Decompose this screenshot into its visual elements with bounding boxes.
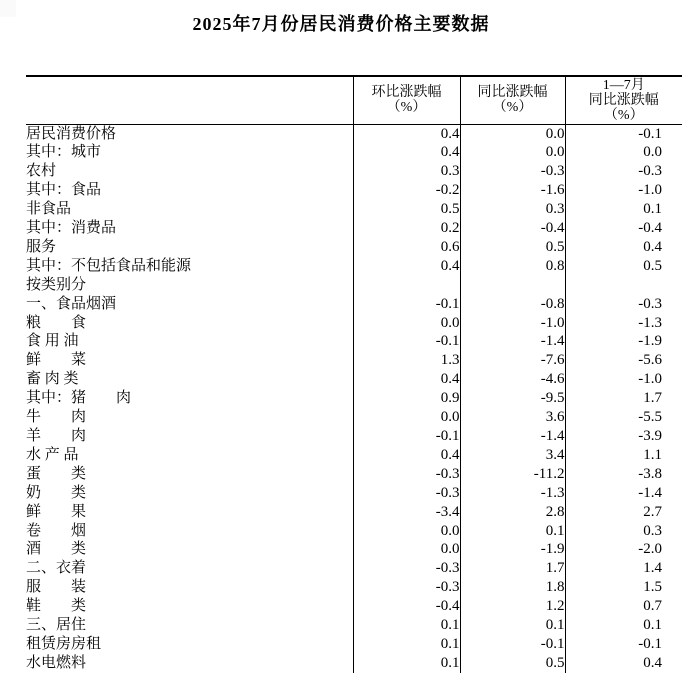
yoy-value — [460, 276, 565, 295]
ytd-value: 0.0 — [565, 143, 682, 162]
mom-value: -0.1 — [353, 332, 460, 351]
row-label: 蛋 类 — [26, 465, 87, 482]
table-row — [26, 522, 682, 541]
ytd-value: -5.6 — [565, 351, 682, 370]
row-label: 鲜 果 — [26, 503, 87, 520]
ytd-value: -5.5 — [565, 408, 682, 427]
yoy-value: -1.4 — [460, 427, 565, 446]
mom-value: 0.0 — [353, 408, 460, 427]
table-row — [26, 578, 682, 597]
row-label: 居民消费价格 — [26, 125, 117, 142]
table-row — [26, 408, 682, 427]
mom-value: -0.3 — [353, 465, 460, 484]
row-label: 按类别分 — [26, 276, 87, 293]
table-row — [26, 181, 682, 200]
yoy-value: -4.6 — [460, 370, 565, 389]
yoy-value: -0.8 — [460, 295, 565, 314]
yoy-value: 1.8 — [460, 578, 565, 597]
mom-value: 0.0 — [353, 314, 460, 333]
ytd-value: 0.1 — [565, 200, 682, 219]
table-row — [26, 332, 682, 351]
ytd-value: -1.9 — [565, 332, 682, 351]
mom-value: 0.4 — [353, 446, 460, 465]
row-label: 奶 类 — [26, 484, 87, 501]
mom-value: 0.4 — [353, 257, 460, 276]
row-label: 其中：不包括食品和能源 — [26, 257, 192, 274]
mom-value: -0.3 — [353, 559, 460, 578]
row-label: 卷 烟 — [26, 522, 87, 539]
row-label: 农村 — [26, 163, 57, 180]
yoy-value: 0.0 — [460, 143, 565, 162]
table-row — [26, 635, 682, 654]
ytd-value: 1.7 — [565, 389, 682, 408]
mom-value: -0.2 — [353, 181, 460, 200]
mom-value: 0.4 — [353, 124, 460, 143]
mom-value: 0.5 — [353, 200, 460, 219]
row-label: 粮 食 — [26, 314, 87, 331]
table-body — [26, 124, 682, 673]
yoy-value: 2.8 — [460, 503, 565, 522]
table-row — [26, 446, 682, 465]
mom-value: -3.4 — [353, 503, 460, 522]
yoy-value: 0.5 — [460, 654, 565, 673]
mom-value: 0.3 — [353, 162, 460, 181]
mom-value: -0.1 — [353, 427, 460, 446]
ytd-value: 0.1 — [565, 616, 682, 635]
table-row — [26, 389, 682, 408]
yoy-value: 0.1 — [460, 522, 565, 541]
table-row — [26, 484, 682, 503]
row-label: 畜 肉 类 — [26, 371, 79, 388]
table-row — [26, 200, 682, 219]
header-row — [26, 76, 682, 124]
table-row — [26, 370, 682, 389]
row-label: 二、衣着 — [26, 560, 87, 577]
row-label: 租赁房房租 — [26, 635, 102, 652]
row-label: 食 用 油 — [26, 333, 79, 350]
ytd-value: 2.7 — [565, 503, 682, 522]
mom-value: 0.9 — [353, 389, 460, 408]
mom-value — [353, 276, 460, 295]
yoy-value: -0.3 — [460, 162, 565, 181]
ytd-value: -2.0 — [565, 540, 682, 559]
yoy-value: -11.2 — [460, 465, 565, 484]
yoy-value: -1.4 — [460, 332, 565, 351]
yoy-value: 0.3 — [460, 200, 565, 219]
corner-artifact — [0, 0, 16, 17]
col-header-mom-change: 环比涨跌幅 （%） — [353, 76, 460, 124]
row-label: 鞋 类 — [26, 598, 87, 615]
col-header-yoy-change: 同比涨跌幅 （%） — [460, 76, 565, 124]
table-row — [26, 597, 682, 616]
row-label: 羊 肉 — [26, 428, 87, 444]
mom-value: 0.2 — [353, 219, 460, 238]
row-label: 服务 — [26, 238, 57, 255]
yoy-value: -0.4 — [460, 219, 565, 238]
row-label: 其中：猪 肉 — [26, 390, 132, 407]
ytd-value: 0.7 — [565, 597, 682, 616]
mom-value: 0.0 — [353, 522, 460, 541]
yoy-value: 3.6 — [460, 408, 565, 427]
table-row — [26, 162, 682, 181]
yoy-value: -1.6 — [460, 181, 565, 200]
table-row — [26, 314, 682, 333]
row-label: 水电燃料 — [26, 654, 87, 671]
table-row — [26, 351, 682, 370]
ytd-value: -0.1 — [565, 124, 682, 143]
ytd-value: -3.9 — [565, 427, 682, 446]
yoy-value: -1.0 — [460, 314, 565, 333]
row-label: 三、居住 — [26, 617, 87, 634]
table-row — [26, 238, 682, 257]
table-row — [26, 427, 682, 446]
table-row — [26, 540, 682, 559]
yoy-value: 0.0 — [460, 124, 565, 143]
row-label: 非食品 — [26, 201, 72, 218]
col-header-category — [26, 76, 353, 124]
table-row — [26, 257, 682, 276]
yoy-value: -7.6 — [460, 351, 565, 370]
table-row — [26, 616, 682, 635]
ytd-value: -1.3 — [565, 314, 682, 333]
table-row — [26, 465, 682, 484]
yoy-value: -1.9 — [460, 540, 565, 559]
ytd-value: -0.4 — [565, 219, 682, 238]
ytd-value: 1.5 — [565, 578, 682, 597]
mom-value: 0.4 — [353, 370, 460, 389]
ytd-value: -1.0 — [565, 181, 682, 200]
yoy-value: -1.3 — [460, 484, 565, 503]
ytd-value: 0.3 — [565, 522, 682, 541]
ytd-value: 1.4 — [565, 559, 682, 578]
ytd-value: -1.0 — [565, 370, 682, 389]
table-row — [26, 503, 682, 522]
table-row — [26, 276, 682, 295]
yoy-value: 3.4 — [460, 446, 565, 465]
row-label: 牛 肉 — [26, 409, 87, 426]
mom-value: -0.3 — [353, 578, 460, 597]
ytd-value: -0.3 — [565, 162, 682, 181]
yoy-value: 0.1 — [460, 616, 565, 635]
col-header-ytd-yoy-change: 1—7月 同比涨跌幅 （%） — [565, 76, 682, 124]
mom-value: 0.1 — [353, 616, 460, 635]
row-label: 服 装 — [26, 579, 87, 596]
ytd-value: -3.8 — [565, 465, 682, 484]
mom-value: 1.3 — [353, 351, 460, 370]
row-label: 一、食品烟酒 — [26, 295, 117, 312]
table-row — [26, 295, 682, 314]
page-title: 2025年7月份居民消费价格主要数据 — [192, 14, 490, 34]
ytd-value — [565, 276, 682, 295]
table-row — [26, 219, 682, 238]
row-label: 其中：消费品 — [26, 220, 117, 237]
ytd-value: -0.1 — [565, 635, 682, 654]
row-label: 鲜 菜 — [26, 352, 87, 369]
yoy-value: 0.8 — [460, 257, 565, 276]
row-label: 酒 类 — [26, 541, 87, 558]
row-label: 其中：城市 — [26, 144, 102, 161]
ytd-value: 0.4 — [565, 654, 682, 673]
mom-value: 0.1 — [353, 635, 460, 654]
mom-value: 0.6 — [353, 238, 460, 257]
mom-value: 0.0 — [353, 540, 460, 559]
yoy-value: -0.1 — [460, 635, 565, 654]
ytd-value: 0.5 — [565, 257, 682, 276]
table-row — [26, 124, 682, 143]
mom-value: -0.1 — [353, 295, 460, 314]
ytd-value: 0.4 — [565, 238, 682, 257]
yoy-value: 1.7 — [460, 559, 565, 578]
ytd-value: 1.1 — [565, 446, 682, 465]
yoy-value: 1.2 — [460, 597, 565, 616]
table-row — [26, 654, 682, 673]
ytd-value: -1.4 — [565, 484, 682, 503]
mom-value: -0.4 — [353, 597, 460, 616]
row-label: 水 产 品 — [26, 446, 79, 463]
ytd-value: -0.3 — [565, 295, 682, 314]
mom-value: 0.1 — [353, 654, 460, 673]
cpi-table-container — [26, 75, 682, 673]
yoy-value: -9.5 — [460, 389, 565, 408]
table-row — [26, 143, 682, 162]
mom-value: -0.3 — [353, 484, 460, 503]
table-row — [26, 559, 682, 578]
row-label: 其中：食品 — [26, 182, 102, 199]
cpi-table — [26, 75, 682, 673]
yoy-value: 0.5 — [460, 238, 565, 257]
mom-value: 0.4 — [353, 143, 460, 162]
